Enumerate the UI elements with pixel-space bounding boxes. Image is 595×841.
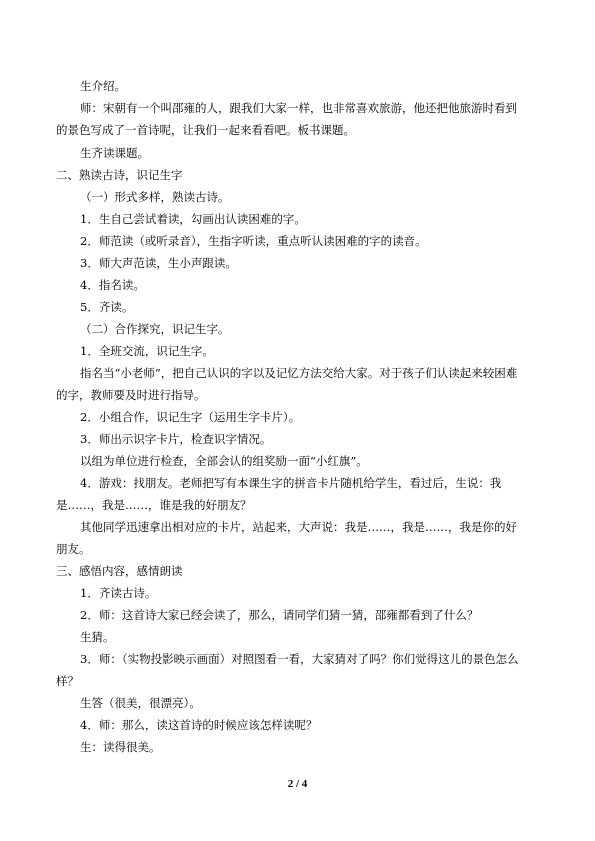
page-number: 2 / 4 — [287, 778, 308, 790]
text-line: 2．师范读（或听录音），生指字听读，重点听认读困难的字的读音。 — [80, 234, 427, 248]
text-line: 生齐读课题。 — [80, 146, 149, 160]
text-line: 生答（很美，很漂亮）。 — [80, 696, 201, 710]
subsection-heading: （一）形式多样，熟读古诗。 — [80, 190, 230, 204]
text-line: 指名当“小老师”，把自己认识的字以及记忆方法交给大家。对于孩子们认读起来较困难 — [80, 366, 518, 380]
text-line: 的字，教师要及时进行指导。 — [56, 388, 206, 402]
text-line: 生介绍。 — [80, 79, 126, 93]
text-line: 3．师：（实物投影映示画面）对照图看一看，大家猜对了吗？你们觉得这儿的景色怎么 — [80, 652, 519, 666]
text-line: 师：宋朝有一个叫邵雍的人，跟我们大家一样，也非常喜欢旅游，他还把他旅游时看到 — [80, 101, 517, 115]
text-line: 4．师：那么，读这首诗的时候应该怎样读呢？ — [80, 718, 318, 732]
text-line: 的景色写成了一首诗呢，让我们一起来看看吧。板书课题。 — [56, 123, 355, 137]
text-line: 其他同学迅速拿出相对应的卡片，站起来，大声说：我是……，我是……，我是你的好 — [80, 520, 517, 534]
text-line: 以组为单位进行检查，全部会认的组奖励一面“小红旗”。 — [80, 454, 368, 468]
text-line: 样？ — [56, 674, 79, 688]
text-line: 3．师出示识字卡片，检查识字情况。 — [80, 432, 272, 446]
text-line: 1．全班交流，识记生字。 — [80, 344, 214, 358]
section-heading: 二、熟读古诗，识记生字 — [56, 168, 183, 182]
text-line: 4．游戏：找朋友。老师把写有本课生字的拼音卡片随机给学生，看过后，生说：我 — [80, 476, 502, 490]
text-line: 3．师大声范读，生小声跟读。 — [80, 256, 237, 270]
text-line: 是……，我是……，谁是我的好朋友？ — [56, 498, 252, 512]
text-line: 朋友。 — [56, 542, 91, 556]
section-heading: 三、感悟内容，感情朗读 — [56, 564, 183, 578]
text-line: 5．齐读。 — [80, 300, 134, 314]
text-line: 生猜。 — [80, 630, 115, 644]
text-line: 1．齐读古诗。 — [80, 586, 157, 600]
text-line: 4．指名读。 — [80, 278, 145, 292]
text-line: 1．生自己尝试着读，勾画出认读困难的字。 — [80, 212, 306, 226]
subsection-heading: （二）合作探究，识记生字。 — [80, 322, 230, 336]
text-line: 2．师：这首诗大家已经会读了，那么，请同学们猜一猜，邵雍都看到了什么？ — [80, 608, 479, 622]
text-line: 生：读得很美。 — [80, 740, 161, 754]
text-line: 2．小组合作，识记生字（运用生字卡片）。 — [80, 410, 301, 424]
